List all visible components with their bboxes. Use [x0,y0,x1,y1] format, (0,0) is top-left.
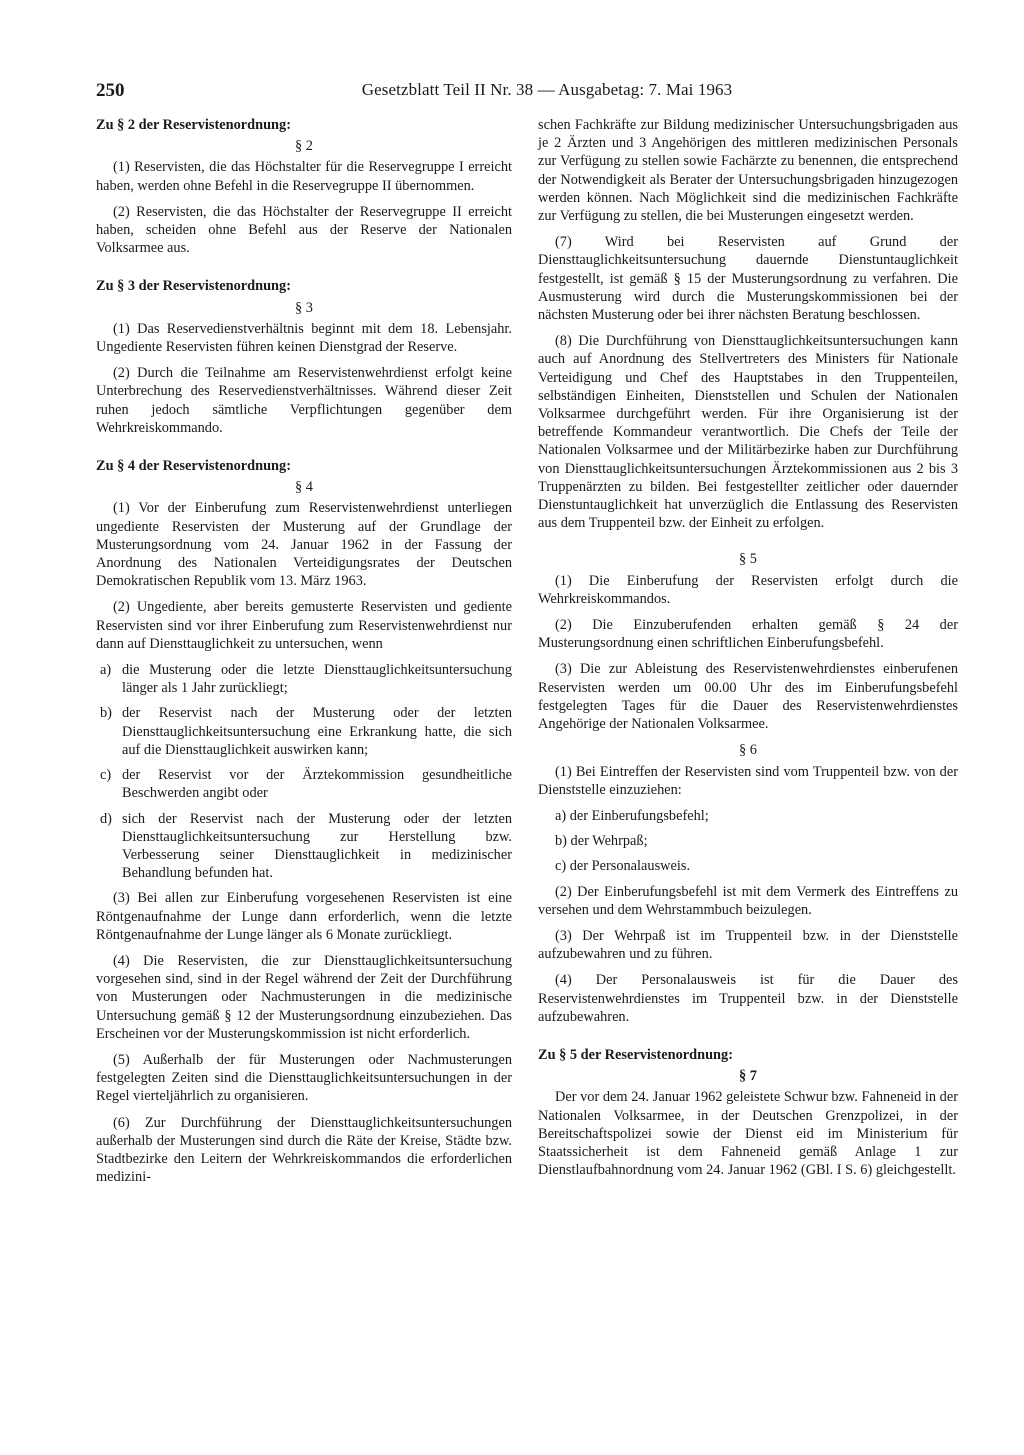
list-text: der Reservist nach der Musterung oder der letzten Diensttauglichkeitsuntersuchung eine Erkrankung hatte, die sich auf die Diensttauglichkeit auswirken kann; [122,705,512,758]
text-columns [96,116,958,1194]
paragraph-5-2: (2) Die Einzuberufenden erhalten gemäß § 24 der Musterungsordnung einen schriftlichen Einberufungsbefehl. [538,617,958,652]
list-letter: a) [100,662,112,679]
paragraph-4-6-continued: schen Fachkräfte zur Bildung medizinischer Untersuchungsbrigaden aus je 2 Ärzten und 3 Angehörigen des mittleren medizinischen Personals zur Verfügung zu stellen sowie Fachärzte zu benennen, die entsprechend der Notwendigkeit als Berater der Untersuchungsbrigaden hinzugezogen werden können. Nach Möglichkeit sind die medizinischen Fachkräfte zur Verfügung zu stellen, die bei Musterungen eingesetzt werden. [538,117,958,225]
paragraph-number-7: § 7 [739,1068,757,1085]
list-letter: b) [100,705,112,722]
section-heading-4: Zu § 4 der Reservistenordnung: [96,458,291,475]
paragraph-number-6: § 6 [739,742,757,759]
paragraph-4-3: (3) Bei allen zur Einberufung vorgesehenen Reservisten ist eine Röntgenaufnahme der Lunge dann erforderlich, wenn die letzte Röntgenaufnahme der Lunge länger als 6 Monate zurückliegt. [96,890,512,943]
list-letter: c) [100,767,112,784]
list-item-a [96,661,512,697]
paragraph-number-4: § 4 [295,479,313,496]
paragraph-4-6: (6) Zur Durchführung der Diensttauglichkeitsuntersuchungen außerhalb der Musterungen sind durch die Räte der Kreise, Städte bzw. Stadtbezirke den Leitern der Wehrkreiskommandos die erforderlichen medizini- [96,1114,512,1186]
paragraph-3-1: (1) Das Reservedienstverhältnis beginnt mit dem 18. Lebensjahr. Ungediente Reservisten führen keinen Dienstgrad der Reserve. [96,320,512,356]
paragraph-number-5: § 5 [739,551,757,568]
paragraph-5-3: (3) Die zur Ableistung des Reservistenwehrdienstes einberufenen Reservisten werden um 00.00 Uhr des im Einberufungsbefehl festgelegten Tages für die Dauer des Reservistenwehrdienstes Angehörige der Nationalen Volksarmee. [538,661,958,733]
list-letter: d) [100,810,112,827]
enum-item-c: c) der Personalausweis. [555,858,691,875]
running-header [96,74,958,108]
paragraph-3-2: (2) Durch die Teilnahme am Reservistenwehrdienst erfolgt keine Unterbrechung des Reservedienstverhältnisses. Während dieser Zeit ruhen jedoch sämtliche Verpflichtungen gegenüber dem Wehrkreiskommando. [96,365,512,436]
right-column [538,116,958,1194]
paragraph-6-2: (2) Der Einberufungsbefehl ist mit dem Vermerk des Eintreffens zu versehen und dem Wehrstammbuch beizulegen. [538,883,958,918]
paragraph-4-7: (7) Wird bei Reservisten auf Grund der Diensttauglichkeitsuntersuchung dauernde Dienstuntauglichkeit festgestellt, ist gemäß § 15 der Musterungsordnung zu verfahren. Die Ausmusterung wird durch die Musterungskommissionen bei der nächsten Musterung oder bei ihrer nächsten Beratung beschlossen. [538,234,958,324]
paragraph-6-1: (1) Bei Eintreffen der Reservisten sind vom Truppenteil bzw. von der Dienststelle einzuziehen: [538,763,958,798]
left-column [96,116,512,1194]
page-number: 250 [96,80,125,101]
section-heading-3: Zu § 3 der Reservistenordnung: [96,278,291,295]
document-page [96,74,958,1444]
enum-item-a: a) der Einberufungsbefehl; [555,807,709,824]
header-title: Gesetzblatt Teil II Nr. 38 — Ausgabetag: 7. Mai 1963 [361,80,733,99]
paragraph-4-5: (5) Außerhalb der für Musterungen oder Nachmusterungen festgelegten Zeiten sind die Diensttauglichkeitsuntersuchungen in der Regel vierteljährlich zu organisieren. [96,1051,512,1105]
paragraph-2-1: (1) Reservisten, die das Höchstalter für die Reservegruppe I erreicht haben, werden ohne Befehl in die Reservegruppe II übernommen. [96,159,512,194]
paragraph-number-3: § 3 [295,299,313,316]
list-text: der Reservist vor der Ärztekommission gesundheitliche Beschwerden angibt oder [122,767,512,802]
paragraph-5-1: (1) Die Einberufung der Reservisten erfolgt durch die Wehrkreiskommandos. [538,572,958,607]
paragraph-4-1: (1) Vor der Einberufung zum Reservistenwehrdienst unterliegen ungediente Reservisten der Musterung auf der Grundlage der Musterungsordnung vom 24. Januar 1962 in der Fassung der Anordnung des Nationalen Verteidigungsrates der Deutschen Demokratischen Republik vom 13. März 1963. [96,500,512,590]
paragraph-4-2: (2) Ungediente, aber bereits gemusterte Reservisten und gediente Reservisten sind vor ihrer Einberufung zum Reservistenwehrdienst nur dann auf Diensttauglichkeit zu untersuchen, wenn [96,599,512,652]
paragraph-4-8: (8) Die Durchführung von Diensttauglichkeitsuntersuchungen kann auch auf Anordnung des Stellvertreters des Ministers für Nationale Verteidigung und Chef des Hauptstabes in den Truppenteilen, selbständigen Einheiten, Dienststellen und Schulen der Nationalen Volksarmee durchgeführt werden. Für ihre Organisierung ist der betreffende Kommandeur verantwortlich. Die Chefs der Teile der Nationalen Volksarmee und der Militärbezirke haben zur Durchführung von Diensttauglichkeitsuntersuchungen Ärztekommissionen aus 2 bis 3 Truppenärzten zu bilden. Bei festgestellter zeitlicher oder dauernder Dienstuntauglichkeit hat unverzüglich die Entlassung des Reservisten aus dem Truppenteil bzw. der Einheit zu erfolgen. [538,333,958,532]
section-heading-5: Zu § 5 der Reservistenordnung: [538,1046,733,1063]
section-heading-2: Zu § 2 der Reservistenordnung: [96,117,291,133]
list-item-b [96,704,512,759]
paragraph-7-1: Der vor dem 24. Januar 1962 geleistete Schwur bzw. Fahneneid in der Nationalen Volksarmee, in der Deutschen Grenzpolizei, in der Bereitschaftspolizei sowie der Dienst eid im Ministerium für Staatssicherheit ist dem Fahneneid gemäß Anlage 1 zur Dienstlaufbahnordnung vom 24. Januar 1962 (GBl. I S. 6) gleichgestellt. [538,1089,958,1179]
paragraph-6-4: (4) Der Personalausweis ist für die Dauer des Reservistenwehrdienstes im Truppenteil bzw. in der Dienststelle aufzubewahren. [538,972,958,1025]
paragraph-2-2: (2) Reservisten, die das Höchstalter der Reservegruppe II erreicht haben, scheiden ohne Befehl aus der Reserve der Nationalen Volksarmee aus. [96,203,512,257]
paragraph-number-2: § 2 [295,138,313,155]
paragraph-4-4: (4) Die Reservisten, die zur Diensttauglichkeitsuntersuchung vorgesehen sind, sind in der Regel während der Zeit der Durchführung von Musterungen oder Nachmusterungen in die medizinische Untersuchung gemäß § 12 der Musterungsordnung einzubeziehen. Das Erscheinen vor der Musterungskommission ist nicht erforderlich. [96,952,512,1042]
list-item-c [96,766,512,802]
enum-item-b: b) der Wehrpaß; [555,833,648,850]
list-text: sich der Reservist nach der Musterung oder der letzten Diensttauglichkeitsuntersuchung zur Herstellung bzw. Verbesserung seiner Diensttauglichkeit in medizinischer Behandlung befunden hat. [122,810,512,882]
list-text: die Musterung oder die letzte Diensttauglichkeitsuntersuchung länger als 1 Jahr zurückliegt; [122,662,512,697]
paragraph-6-3: (3) Der Wehrpaß ist im Truppenteil bzw. in der Dienststelle aufzubewahren und zu führen. [538,927,958,963]
list-item-d [96,810,512,883]
